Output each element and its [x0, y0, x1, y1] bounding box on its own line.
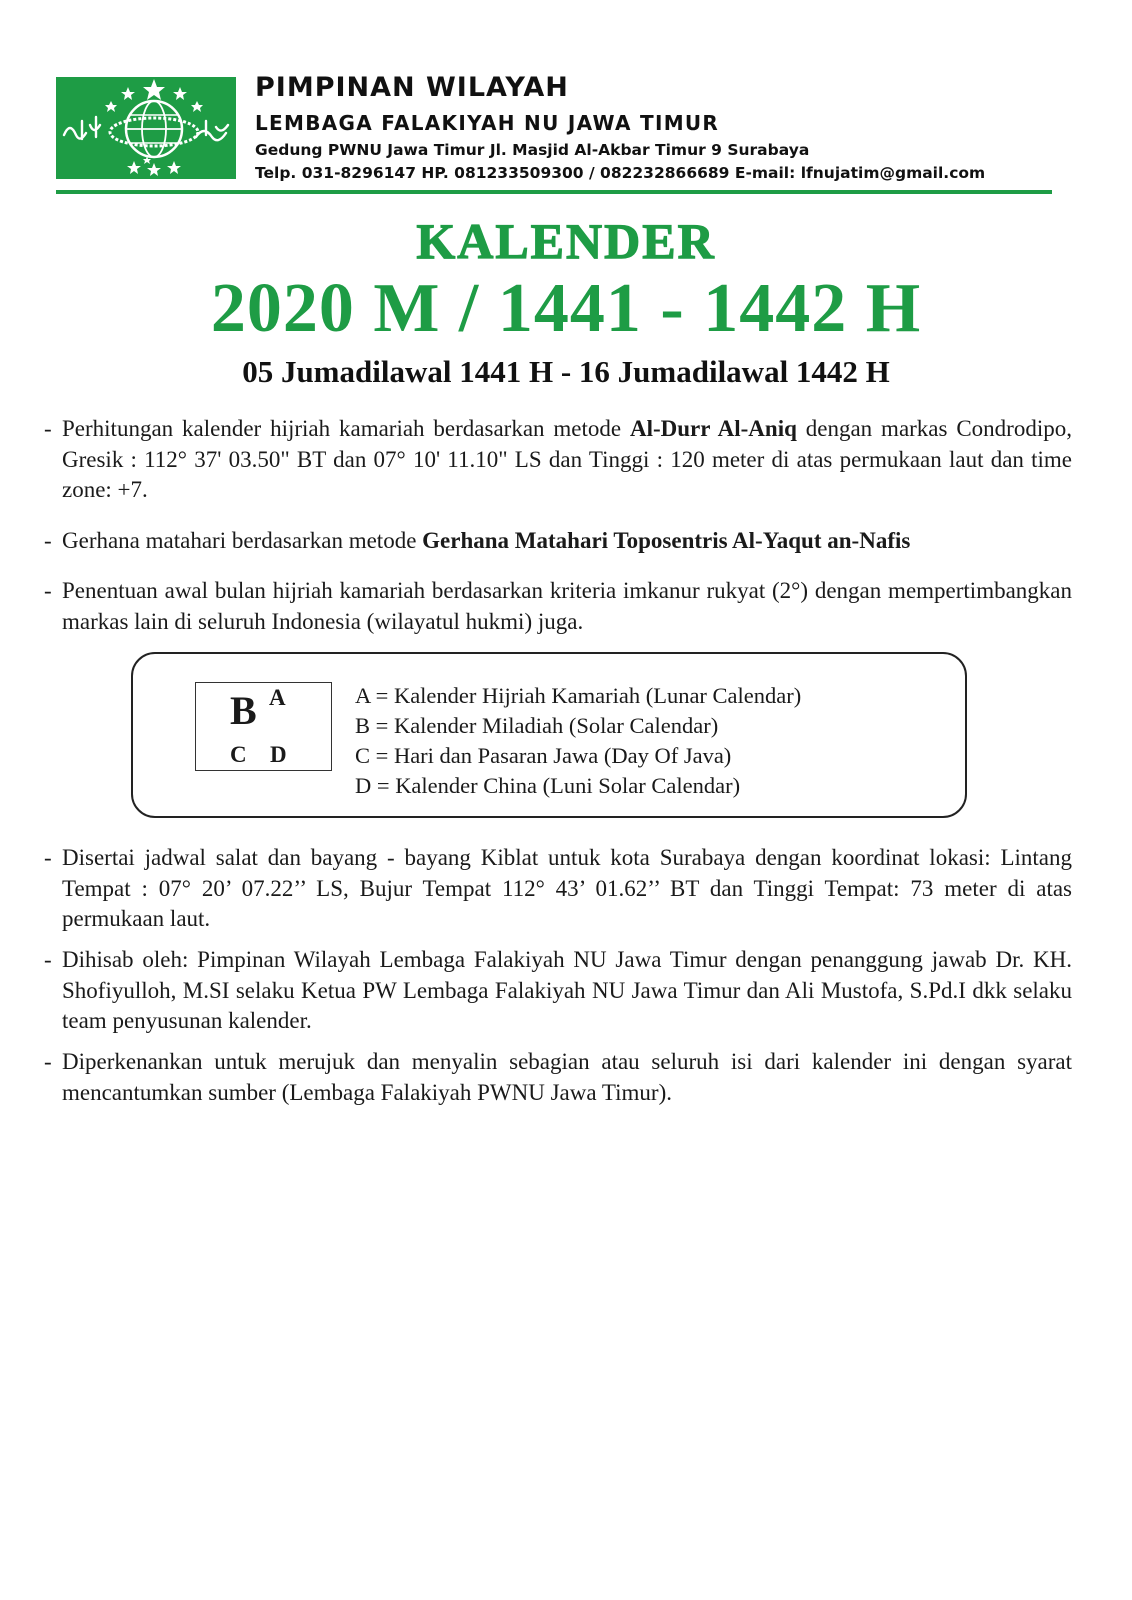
note-bullet: - — [44, 947, 52, 972]
note-bullet: - — [44, 528, 52, 553]
note-bullet: - — [44, 416, 52, 441]
note-bullet: - — [44, 1049, 52, 1074]
org-subtitle: LEMBAGA FALAKIYAH NU JAWA TIMUR — [255, 111, 720, 135]
note-bullet: - — [44, 578, 52, 603]
legend-key-a: A — [269, 685, 286, 710]
note-text: Disertai jadwal salat dan bayang - bayang Kiblat untuk kota Surabaya dengan koordinat lokasi: Lintang Tempat : 07° 20’ 07.22’’ LS, Bujur Tempat 112° 43’ 01.62’’ BT dan Tinggi Tempat: 73 meter di atas permukaan laut. — [62, 845, 1072, 931]
note-text: Dihisab oleh: Pimpinan Wilayah Lembaga Falakiyah NU Jawa Timur dengan penanggung jawab Dr. KH. Shofiyulloh, M.SI selaku Ketua PW Lembaga Falakiyah NU Jawa Timur dan Ali Mustofa, S.Pd.I dkk selaku team penyusunan kalender. — [62, 947, 1072, 1033]
note-compiled-by — [44, 945, 1072, 1037]
legend-item: C = Hari dan Pasaran Jawa (Day Of Java) — [355, 743, 732, 768]
legend-list — [355, 681, 801, 801]
nu-logo-icon — [56, 77, 236, 179]
note-bullet: - — [44, 845, 52, 870]
note-eclipse-method — [44, 526, 1072, 557]
date-range: 05 Jumadilawal 1441 H - 16 Jumadilawal 1442 H — [242, 354, 890, 389]
note-method-name: Gerhana Matahari Toposentris Al-Yaqut an-Nafis — [422, 528, 911, 553]
legend-item: D = Kalender China (Luni Solar Calendar) — [355, 773, 741, 798]
legend-key-b: B — [230, 688, 257, 733]
year-heading: 2020 M / 1441 - 1442 H — [210, 270, 922, 347]
legend-key-c: C — [230, 742, 247, 767]
note-text: Penentuan awal bulan hijriah kamariah berdasarkan kriteria imkanur rukyat (2°) dengan mempertimbangkan markas lain di seluruh Indonesia (wilayatul hukmi) juga. — [62, 578, 1072, 634]
note-prayer-schedule — [44, 843, 1072, 935]
note-calculation-method — [44, 414, 1072, 506]
note-text: Gerhana matahari berdasarkan metode — [62, 528, 423, 553]
legend-box — [131, 652, 967, 818]
nu-logo — [56, 77, 236, 179]
org-name: PIMPINAN WILAYAH — [255, 72, 569, 103]
header-divider — [56, 190, 1052, 194]
note-method-name: Al-Durr Al-Aniq — [629, 416, 797, 441]
note-text: dengan markas Condrodipo, Gresik : 112° 37' 03.50" BT dan 07° 10' 11.10" LS dan Tinggi : 120 meter di atas permukaan laut dan time zone: +7. — [62, 416, 1072, 502]
note-usage-permission — [44, 1047, 1072, 1108]
note-text: Diperkenankan untuk merujuk dan menyalin sebagian atau seluruh isi dari kalender ini dengan syarat mencantumkan sumber (Lembaga Falakiyah PWNU Jawa Timur). — [62, 1049, 1072, 1105]
legend-item: A = Kalender Hijriah Kamariah (Lunar Calendar) — [355, 683, 802, 708]
note-month-criteria — [44, 576, 1072, 637]
legend-item: B = Kalender Miladiah (Solar Calendar) — [355, 713, 719, 738]
org-address: Gedung PWNU Jawa Timur Jl. Masjid Al-Akbar Timur 9 Surabaya — [255, 141, 810, 159]
legend-key-cell — [195, 682, 332, 771]
legend-key-d: D — [270, 742, 287, 767]
org-contact: Telp. 031-8296147 HP. 081233509300 / 082232866689 E-mail: lfnujatim@gmail.com — [255, 164, 986, 182]
page-title: KALENDER — [416, 213, 716, 269]
note-text: Perhitungan kalender hijriah kamariah berdasarkan metode — [62, 416, 630, 441]
